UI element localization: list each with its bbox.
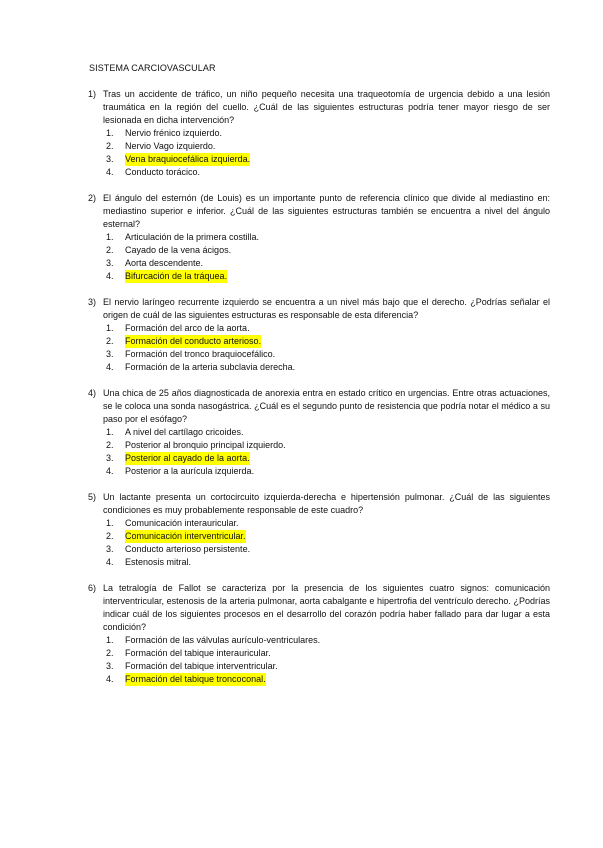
question-number: 5) — [88, 492, 97, 502]
option-item — [106, 530, 550, 543]
option-text: Formación del tabique interauricular. — [125, 648, 271, 658]
option-text: Bifurcación de la tráquea. — [125, 271, 228, 281]
option-text: Cayado de la vena ácigos. — [125, 245, 232, 255]
option-text: Posterior a la aurícula izquierda. — [125, 466, 255, 476]
option-number: 2. — [106, 141, 114, 151]
question-number: 3) — [88, 297, 97, 307]
option-item — [106, 140, 550, 153]
option-number: 4. — [106, 362, 114, 372]
option-item — [106, 348, 550, 361]
option-number: 4. — [106, 167, 114, 177]
option-list — [88, 127, 550, 179]
option-item — [106, 270, 550, 283]
question-text: El ángulo del esternón (de Louis) es un importante punto de referencia clínico que divide al mediastino en: mediastino superior e inferior. ¿Cuál de las siguientes estructuras también se encuentra a nivel del ángulo esternal? — [103, 193, 550, 229]
option-number: 3. — [106, 453, 114, 463]
option-number: 3. — [106, 544, 114, 554]
option-list — [88, 517, 550, 569]
option-number: 4. — [106, 557, 114, 567]
option-number: 1. — [106, 518, 114, 528]
option-list — [88, 426, 550, 478]
option-text: A nivel del cartílago cricoides. — [125, 427, 244, 437]
option-item — [106, 322, 550, 335]
option-text: Comunicación interauricular. — [125, 518, 239, 528]
question-6 — [88, 582, 550, 686]
option-item — [106, 426, 550, 439]
question-1 — [88, 88, 550, 179]
option-text: Nervio frénico izquierdo. — [125, 128, 223, 138]
option-text: Posterior al cayado de la aorta. — [125, 453, 250, 463]
option-item — [106, 660, 550, 673]
option-item — [106, 452, 550, 465]
option-list — [88, 231, 550, 283]
option-item — [106, 153, 550, 166]
question-text: El nervio laríngeo recurrente izquierdo se encuentra a un nivel más bajo que el derecho. ¿Podrías señalar el origen de cuál de las siguientes estructuras es responsable de esta diferencia? — [103, 297, 550, 320]
option-item — [106, 257, 550, 270]
option-number: 4. — [106, 674, 114, 684]
option-number: 2. — [106, 245, 114, 255]
option-item — [106, 166, 550, 179]
option-list — [88, 634, 550, 686]
question-4 — [88, 387, 550, 478]
option-item — [106, 543, 550, 556]
option-text: Articulación de la primera costilla. — [125, 232, 260, 242]
option-item — [106, 634, 550, 647]
option-item — [106, 439, 550, 452]
question-text: Tras un accidente de tráfico, un niño pequeño necesita una traqueotomía de urgencia debido a una lesión traumática en la región del cuello. ¿Cuál de las siguientes estructuras podría tener mayor riesgo de ser lesionada en dicha intervención? — [103, 89, 550, 125]
option-text: Conducto torácico. — [125, 167, 201, 177]
option-text: Formación del tronco braquiocefálico. — [125, 349, 276, 359]
question-number: 1) — [88, 89, 97, 99]
option-number: 2. — [106, 336, 114, 346]
option-number: 3. — [106, 661, 114, 671]
option-text: Aorta descendente. — [125, 258, 204, 268]
option-number: 1. — [106, 128, 114, 138]
option-number: 4. — [106, 466, 114, 476]
option-number: 3. — [106, 258, 114, 268]
option-text: Conducto arterioso persistente. — [125, 544, 251, 554]
question-list — [88, 88, 550, 699]
option-item — [106, 244, 550, 257]
option-item — [106, 465, 550, 478]
option-text: Formación del tabique troncoconal. — [125, 674, 266, 684]
option-text: Formación del tabique interventricular. — [125, 661, 278, 671]
option-number: 1. — [106, 232, 114, 242]
question-3 — [88, 296, 550, 374]
option-text: Formación del arco de la aorta. — [125, 323, 250, 333]
option-number: 1. — [106, 635, 114, 645]
option-item — [106, 361, 550, 374]
option-text: Estenosis mitral. — [125, 557, 192, 567]
option-text: Nervio Vago izquierdo. — [125, 141, 216, 151]
option-number: 2. — [106, 648, 114, 658]
option-item — [106, 556, 550, 569]
option-text: Comunicación interventricular. — [125, 531, 246, 541]
question-2 — [88, 192, 550, 283]
question-5 — [88, 491, 550, 569]
option-number: 4. — [106, 271, 114, 281]
option-item — [106, 673, 550, 686]
question-text: Una chica de 25 años diagnosticada de anorexia entra en estado crítico en urgencias. Entre otras actuaciones, se le coloca una sonda nasogástrica. ¿Cuál es el segundo punto de resistencia que podría notar el médico a su paso por el esófago? — [103, 388, 550, 424]
option-list — [88, 322, 550, 374]
question-text: La tetralogía de Fallot se caracteriza por la presencia de los siguientes cuatro signos: comunicación interventricular, estenosis de la arteria pulmonar, aorta cabalgante e hipertrofia del ventrículo derecho. ¿Podrías indicar cuál de los siguientes procesos en el desarrollo del corazón podría haber fallado para dar lugar a esta condición? — [103, 583, 550, 632]
question-number: 2) — [88, 193, 97, 203]
question-number: 6) — [88, 583, 97, 593]
question-text: Un lactante presenta un cortocircuito izquierda-derecha e hipertensión pulmonar. ¿Cuál de las siguientes condiciones es muy probablemente responsable de este cuadro? — [103, 492, 550, 515]
document-title: SISTEMA CARCIOVASCULAR — [89, 63, 216, 73]
option-item — [106, 231, 550, 244]
question-number: 4) — [88, 388, 97, 398]
option-number: 1. — [106, 323, 114, 333]
option-text: Posterior al bronquio principal izquierdo. — [125, 440, 286, 450]
option-item — [106, 335, 550, 348]
option-number: 2. — [106, 531, 114, 541]
option-text: Formación de las válvulas aurículo-ventriculares. — [125, 635, 321, 645]
option-number: 3. — [106, 349, 114, 359]
option-number: 2. — [106, 440, 114, 450]
option-number: 3. — [106, 154, 114, 164]
option-item — [106, 127, 550, 140]
option-item — [106, 647, 550, 660]
option-item — [106, 517, 550, 530]
option-number: 1. — [106, 427, 114, 437]
option-text: Vena braquiocefálica izquierda. — [125, 154, 251, 164]
option-text: Formación del conducto arterioso. — [125, 336, 262, 346]
option-text: Formación de la arteria subclavia derecha. — [125, 362, 296, 372]
